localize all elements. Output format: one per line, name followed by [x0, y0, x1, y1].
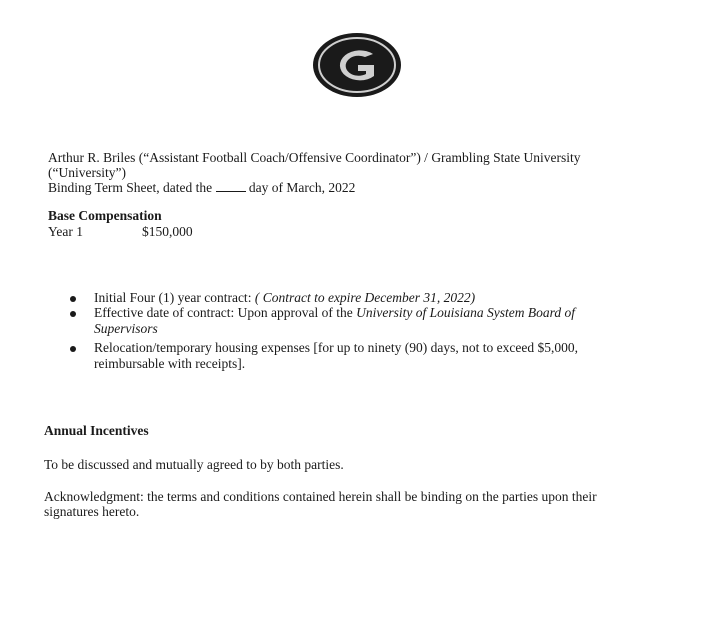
base-compensation-heading: Base Compensation — [48, 208, 162, 223]
acknowledgment-line-2: signatures hereto. — [44, 504, 140, 519]
term-item-2: Effective date of contract: Upon approval of the University of Louisiana System Board of — [94, 305, 576, 320]
date-blank — [216, 181, 246, 192]
term-item-3: Relocation/temporary housing expenses [for up to ninety (90) days, not to exceed $5,000, — [94, 340, 579, 355]
parties-line: Arthur R. Briles (“Assistant Football Coach/Offensive Coordinator”) / Grambling State University — [48, 150, 581, 165]
acknowledgment-line-1: Acknowledgment: the terms and conditions contained herein shall be binding on the parties upon their — [44, 489, 597, 504]
grambling-g-logo-icon — [312, 32, 402, 98]
year-label: Year 1 — [48, 224, 84, 239]
term-item-1: Initial Four (1) year contract: ( Contract to expire December 31, 2022) — [94, 290, 476, 305]
term-item-2-continued: Supervisors — [94, 321, 158, 336]
date-prefix: Binding Term Sheet, dated the — [48, 180, 213, 195]
bullet-icon — [70, 296, 76, 302]
bullet-icon — [70, 311, 76, 317]
annual-incentives-heading: Annual Incentives — [44, 423, 149, 438]
date-suffix: day of March, 2022 — [248, 180, 356, 195]
university-definition: (“University”) — [48, 165, 126, 180]
bullet-icon — [70, 346, 76, 352]
term-item-3-continued: reimbursable with receipts]. — [94, 356, 246, 371]
date-line — [48, 180, 355, 196]
compensation-amount: $150,000 — [142, 224, 193, 239]
incentives-body: To be discussed and mutually agreed to by both parties. — [44, 457, 344, 472]
